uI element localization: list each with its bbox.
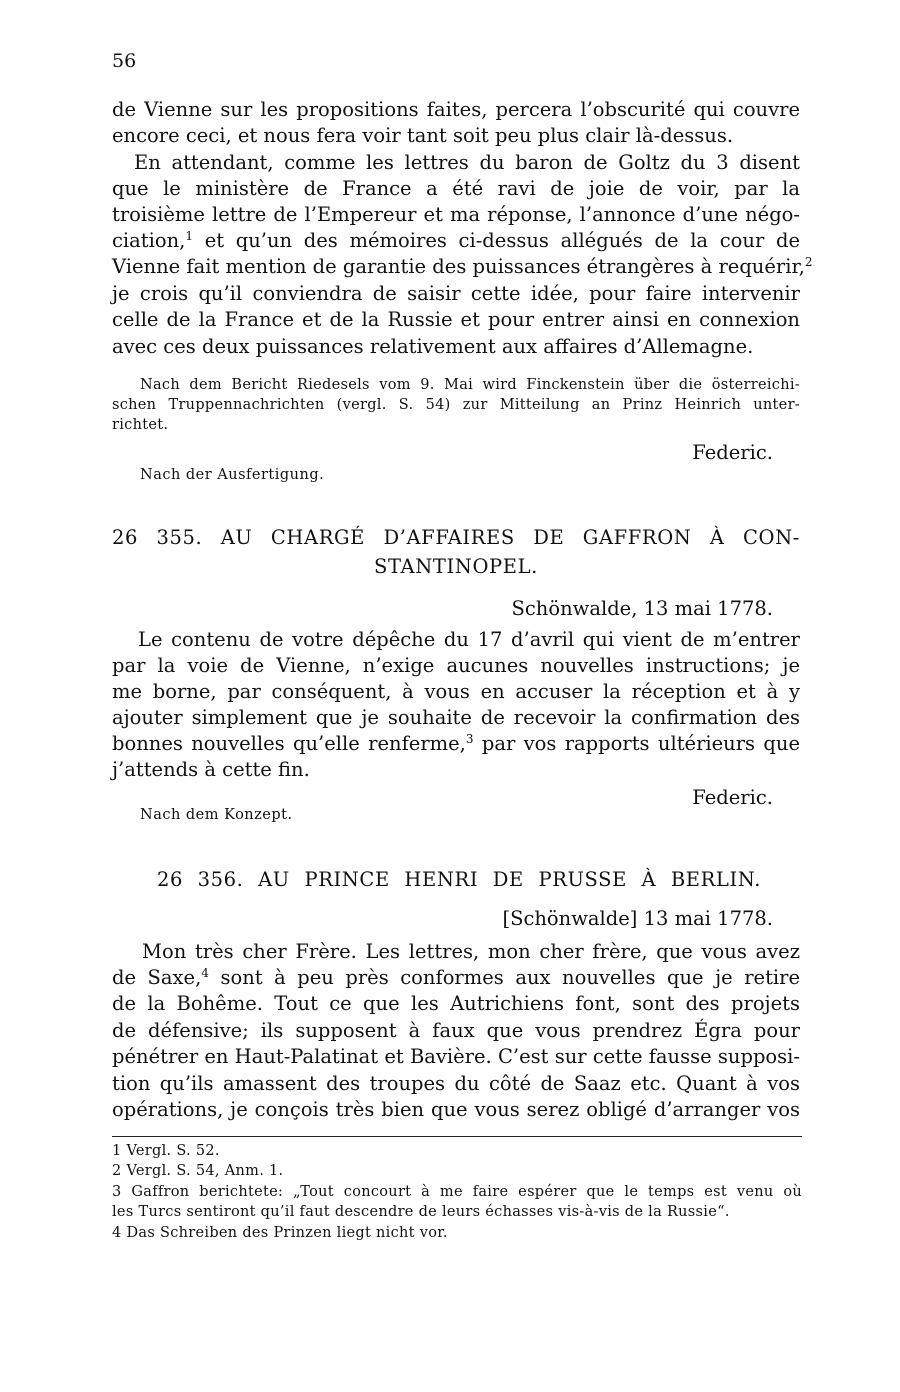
footnote-ref: 4 — [201, 966, 209, 980]
text-line: ajouter simplement que je souhaite de recevoir la confirmation des — [112, 706, 800, 729]
signature: Federic. — [692, 786, 773, 809]
footnote-mark: 2 — [112, 1163, 122, 1179]
editorial-note-line: schen Truppennachrichten (vergl. S. 54) zur Mitteilung an Prinz Heinrich unter- — [112, 397, 800, 413]
footnote-mark: 1 — [112, 1143, 122, 1159]
text-segment: Vienne fait mention de garantie des puissances étrangères à requérir, — [112, 255, 805, 278]
letter-heading: 26 356. AU PRINCE HENRI DE PRUSSE À BERLIN. — [157, 868, 761, 891]
text-line: de la Bohême. Tout ce que les Autrichiens font, sont des projets — [112, 992, 800, 1015]
text-line: Le contenu de votre dépêche du 17 d’avril qui vient de m’entrer — [138, 628, 800, 651]
editorial-note-line: richtet. — [112, 417, 169, 433]
footnote-text: Vergl. S. 52. — [126, 1143, 220, 1159]
footnote-ref: 3 — [465, 732, 474, 746]
footnote — [112, 1142, 802, 1160]
letter-heading: 26 355. AU CHARGÉ D’AFFAIRES DE GAFFRON À CON- — [112, 526, 800, 549]
text-line: j’attends à cette fin. — [112, 758, 310, 781]
text-line: par la voie de Vienne, n’exige aucunes nouvelles instructions; je — [112, 654, 800, 677]
dateline: [Schönwalde] 13 mai 1778. — [502, 907, 773, 930]
text-line: de Vienne sur les propositions faites, percera l’obscurité qui couvre — [112, 98, 800, 121]
footnote — [112, 1162, 802, 1180]
text-segment: et qu’un des mémoires ci-dessus allégués de la cour de — [204, 229, 800, 252]
text-line: je crois qu’il conviendra de saisir cette idée, pour faire intervenir — [112, 282, 800, 305]
text-segment: de Saxe, — [112, 966, 202, 989]
text-line — [112, 965, 800, 991]
text-line: opérations, je conçois très bien que vous serez obligé d’arranger vos — [112, 1098, 800, 1121]
text-line: de défensive; ils supposent à faux que vous prendrez Égra pour — [112, 1019, 800, 1042]
text-line: En attendant, comme les lettres du baron de Goltz du 3 disent — [134, 151, 800, 174]
footnote-ref: 2 — [804, 255, 813, 269]
text-line: avec ces deux puissances relativement aux affaires d’Allemagne. — [112, 335, 754, 358]
text-segment: sont à peu près conformes aux nouvelles que je retire — [220, 966, 800, 989]
footnote-text: Vergl. S. 54, Anm. 1. — [126, 1163, 284, 1179]
source-note: Nach der Ausfertigung. — [140, 467, 325, 483]
footnote-text: Gaffron berichtete: „Tout concourt à me faire espérer que le temps est venu où — [131, 1184, 802, 1200]
text-line — [112, 254, 813, 280]
text-line: me borne, par conséquent, à vous en accuser la réception et à y — [112, 680, 800, 703]
footnote-text: Das Schreiben des Prinzen liegt nicht vor. — [126, 1225, 448, 1241]
text-line: Mon très cher Frère. Les lettres, mon cher frère, que vous avez — [142, 940, 800, 963]
footnote — [112, 1183, 802, 1201]
footnote — [112, 1224, 802, 1242]
text-line: pénétrer en Haut-Palatinat et Bavière. C’est sur cette fausse supposi- — [112, 1045, 800, 1068]
footnote-ref: 1 — [185, 229, 193, 243]
text-segment: ciation, — [112, 229, 186, 252]
text-segment: bonnes nouvelles qu’elle renferme, — [112, 732, 466, 755]
footnote-rule — [112, 1136, 802, 1137]
text-line: celle de la France et de la Russie et pour entrer ainsi en connexion — [112, 308, 800, 331]
footnote-mark: 3 — [112, 1184, 122, 1200]
text-segment: par vos rapports ultérieurs que — [481, 732, 800, 755]
signature: Federic. — [692, 441, 773, 464]
footnote: les Turcs sentiront qu’il faut descendre de leurs échasses vis-à-vis de la Russie“. — [112, 1204, 730, 1220]
dateline: Schönwalde, 13 mai 1778. — [511, 597, 773, 620]
text-line — [112, 228, 800, 254]
footnote-mark: 4 — [112, 1225, 122, 1241]
text-line — [112, 731, 800, 757]
text-line: troisième lettre de l’Empereur et ma réponse, l’annonce d’une négo- — [112, 203, 800, 226]
source-note: Nach dem Konzept. — [140, 807, 293, 823]
text-line: tion qu’ils amassent des troupes du côté de Saaz etc. Quant à vos — [112, 1072, 800, 1095]
editorial-note-line: Nach dem Bericht Riedesels vom 9. Mai wird Finckenstein über die österreichi- — [140, 377, 800, 393]
letter-heading: STANTINOPEL. — [374, 555, 538, 578]
text-line: que le ministère de France a été ravi de joie de voir, par la — [112, 177, 800, 200]
page-number: 56 — [112, 50, 137, 72]
text-line: encore ceci, et nous fera voir tant soit peu plus clair là-dessus. — [112, 124, 734, 147]
